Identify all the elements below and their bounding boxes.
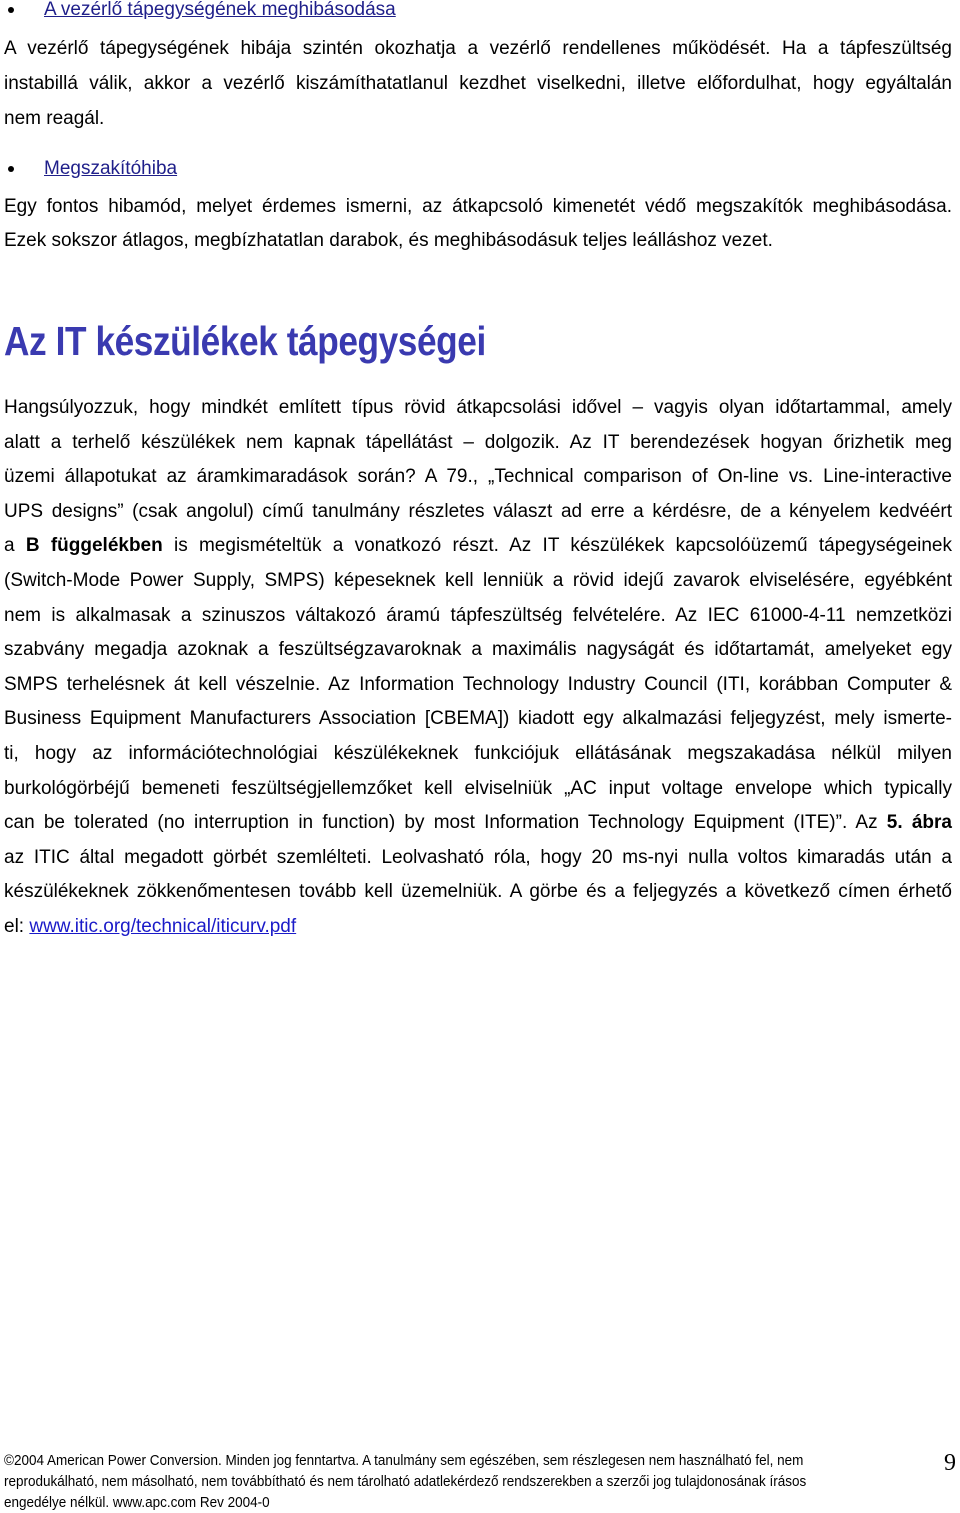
text-run: a	[4, 535, 26, 557]
page-number: 9	[944, 1450, 956, 1476]
paragraph-line: nem reagál.	[4, 108, 105, 129]
text-run: is megismételtük a vonatkozó részt. Az IT készülékek kapcsolóüzemű tápegységeinek	[162, 535, 952, 557]
body-line	[4, 806, 952, 841]
figure-reference: 5. ábra	[886, 812, 952, 834]
paragraph-controller-psu	[4, 31, 952, 136]
copyright-text: engedélye nélkül. www.apc.com	[4, 1494, 197, 1511]
paragraph-line: instabillá válik, akkor a vezérlő kiszámíthatatlanul kezdhet viselkedni, illetve előfordulhat, hogy egyáltalán	[4, 73, 952, 94]
body-line: ti, hogy az információtechnológiai készülékeknek funkciójuk ellátásának megszakadása nélkül milyen	[4, 742, 952, 764]
body-line: burkológörbéjű bemeneti feszültségjellemzőket kell elviselniük „AC input voltage envelope which typically	[4, 777, 952, 799]
body-line: (Switch-Mode Power Supply, SMPS) képeseknek kell lenniük a rövid idejű zavarok elviselésére, egyébként	[4, 569, 952, 591]
page-footer	[4, 1450, 807, 1513]
body-line: szabvány megadja azoknak a feszültségzavaroknak a maximális nagyságát és időtartamát, amelyeket egy	[4, 639, 952, 661]
text-run: can be tolerated (no interruption in function) by most Information Technology Equipment (ITE)”. Az	[4, 812, 887, 834]
paragraph-line: Ezek sokszor átlagos, megbízhatatlan darabok, és meghibásodásuk teljes leálláshoz vezet.	[4, 230, 773, 251]
bullet-title: A vezérlő tápegységének meghibásodása	[44, 0, 396, 20]
copyright-line-last	[4, 1492, 868, 1513]
paragraph-line: A vezérlő tápegységének hibája szintén okozhatja a vezérlő rendellenes működését. Ha a tápfeszültség	[4, 38, 952, 59]
body-line: Hangsúlyozzuk, hogy mindkét említett típus rövid átkapcsolási idővel – vagyis olyan időtartammal, amely	[4, 397, 952, 418]
body-line: alatt a terhelő készülékek nem kapnak tápellátást – dolgozik. Az IT berendezések hogyan őrizhetik meg	[4, 431, 952, 453]
itic-link[interactable]: www.itic.org/technical/iticurv.pdf	[29, 915, 297, 937]
body-line: SMPS terhelésnek át kell vészelnie. Az Information Technology Industry Council (ITI, korábban Computer &	[4, 673, 952, 695]
body-line	[4, 529, 952, 564]
body-paragraph	[4, 391, 952, 945]
body-line: az ITIC által megadott görbét szemlélteti. Leolvasható róla, hogy 20 ms-nyi nulla voltos kimaradás után a	[4, 846, 952, 868]
bullet-icon	[8, 166, 14, 172]
section-heading: Az IT készülékek tápegységei	[4, 318, 486, 364]
body-line: nem is alkalmasak a szinuszos váltakozó áramú tápfeszültség felvételére. Az IEC 61000-4-11 nemzetközi	[4, 604, 952, 626]
text-run: el:	[4, 915, 30, 937]
paragraph-line: Egy fontos hibamód, melyet érdemes ismerni, az átkapcsoló kimenetét védő megszakítók meghibásodása.	[4, 196, 952, 217]
body-line: Business Equipment Manufacturers Association [CBEMA]) kiadott egy alkalmazási feljegyzést, mely ismerte-	[4, 708, 952, 730]
bullet-title: Megszakítóhiba	[44, 158, 178, 179]
appendix-reference: B függelékben	[25, 535, 163, 557]
copyright-line: ©2004 American Power Conversion. Minden jog fenntartva. A tanulmány sem egészében, sem részlegesen nem használható fel, nem	[4, 1452, 804, 1469]
body-line	[4, 910, 952, 945]
copyright-line: reprodukálható, nem másolható, nem továbbítható és nem tárolható adatlekérdező rendszerekben a szerzői jog tulajdonosának írásos	[4, 1473, 807, 1490]
bullet-icon	[8, 7, 14, 13]
revision-label: Rev 2004-0	[199, 1494, 270, 1511]
body-line: UPS designs” (csak angolul) című tanulmány részletes választ ad erre a kérdésre, de a kényelem kedvéért	[4, 500, 952, 522]
body-line: készülékeknek zökkenőmentesen tovább kell üzemelniük. A görbe és a feljegyzés a következő címen érhető	[4, 881, 952, 903]
body-line: üzemi állapotukat az áramkimaradások során? A 79., „Technical comparison of On-line vs. Line-interactive	[4, 466, 952, 488]
paragraph-breaker	[4, 190, 952, 258]
